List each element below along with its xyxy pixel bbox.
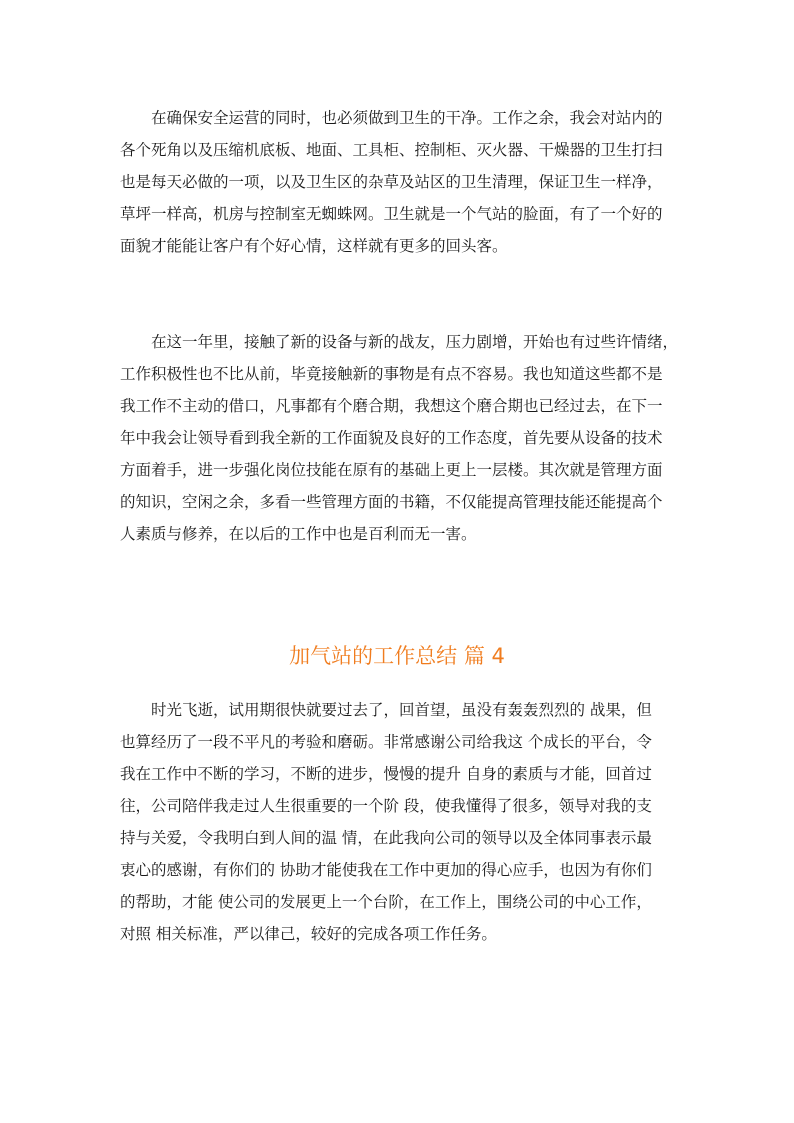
text-line: 的知识，空闲之余，多看一些管理方面的书籍，不仅能提高管理技能还能提高个 [120, 493, 663, 511]
text-line: 在这一年里，接触了新的设备与新的战友，压力剧增，开始也有过些许情绪， [120, 333, 679, 351]
text-line: 草坪一样高，机房与控制室无蜘蛛网。卫生就是一个气站的脸面，有了一个好的 [120, 205, 663, 223]
text-line: 的帮助，才能 使公司的发展更上一个台阶，在工作上，围绕公司的中心工作， [120, 893, 652, 911]
paragraph-probation [120, 694, 680, 950]
text-line: 我在工作中不断的学习，不断的进步，慢慢的提升 自身的素质与才能，回首过 [120, 765, 652, 783]
text-line: 人素质与修养，在以后的工作中也是百利而无一害。 [120, 525, 477, 543]
text-line: 持与关爱，令我明白到人间的温 情，在此我向公司的领导以及全体同事表示最 [120, 829, 652, 847]
text-line: 年中我会让领导看到我全新的工作面貌及良好的工作态度，首先要从设备的技术 [120, 429, 663, 447]
text-line: 各个死角以及压缩机底板、地面、工具柜、控制柜、灭火器、干燥器的卫生打扫 [120, 141, 663, 159]
paragraph-sanitation [120, 102, 680, 262]
text-line: 我工作不主动的借口，凡事都有个磨合期，我想这个磨合期也已经过去，在下一 [120, 397, 663, 415]
text-line: 衷心的感谢，有你们的 协助才能使我在工作中更加的得心应手，也因为有你们 [120, 861, 652, 879]
text-line: 在确保安全运营的同时，也必须做到卫生的干净。工作之余，我会对站内的 [120, 109, 663, 127]
text-line: 对照 相关标准，严以律己，较好的完成各项工作任务。 [120, 925, 497, 943]
section-heading: 加气站的工作总结 篇 4 [289, 644, 505, 668]
text-line: 工作积极性也不比从前，毕竟接触新的事物是有点不容易。我也知道这些都不是 [120, 365, 663, 383]
text-line: 面貌才能能让客户有个好心情，这样就有更多的回头客。 [120, 237, 508, 255]
paragraph-year-review [120, 326, 680, 550]
text-line: 也是每天必做的一项，以及卫生区的杂草及站区的卫生清理，保证卫生一样净， [120, 173, 663, 191]
text-line: 方面着手，进一步强化岗位技能在原有的基础上更上一层楼。其次就是管理方面 [120, 461, 663, 479]
text-line: 也算经历了一段不平凡的考验和磨砺。非常感谢公司给我这 个成长的平台，令 [120, 733, 652, 751]
text-line: 往，公司陪伴我走过人生很重要的一个阶 段，使我懂得了很多，领导对我的支 [120, 797, 652, 815]
text-line: 时光飞逝，试用期很快就要过去了，回首望，虽没有轰轰烈烈的 战果，但 [120, 701, 652, 719]
